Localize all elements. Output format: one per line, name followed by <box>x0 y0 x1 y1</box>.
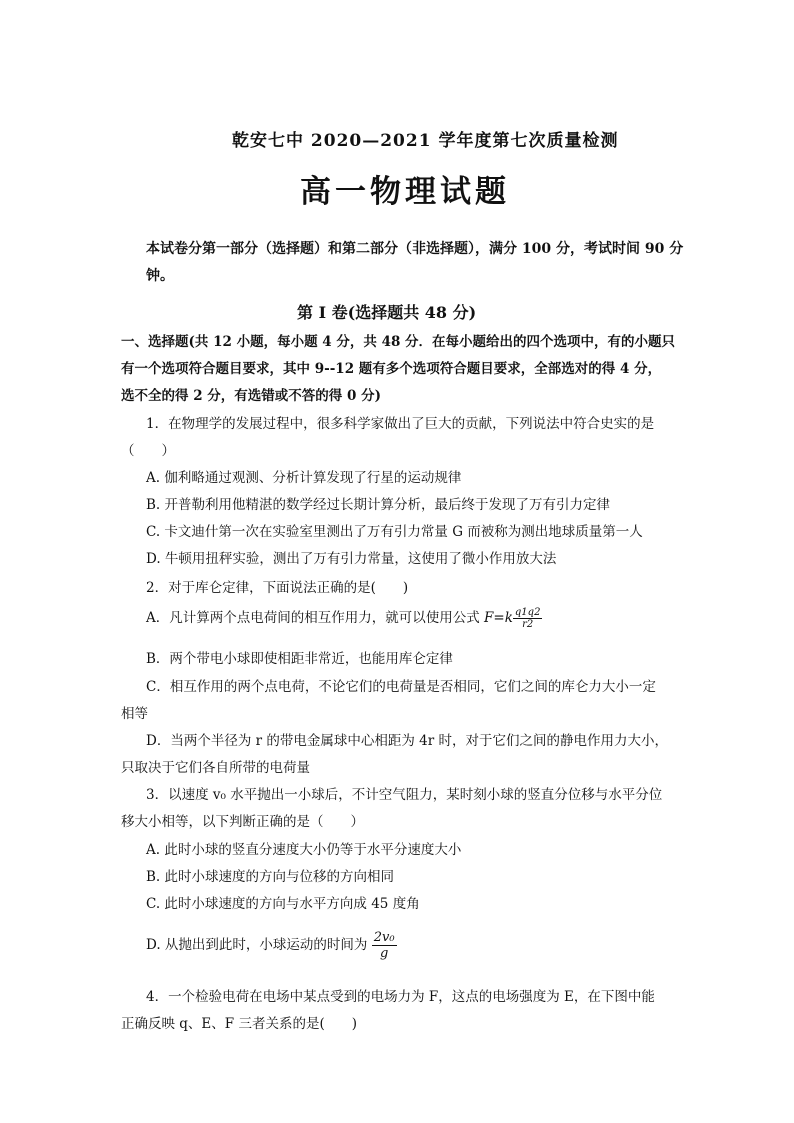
question-1-option-c: C. 卡文迪什第一次在实验室里测出了万有引力常量 G 而被称为测出地球质量第一人 <box>146 524 643 540</box>
time-formula-numerator: 2v₀ <box>373 930 395 945</box>
question-1-stem-cont: （ ） <box>121 443 175 459</box>
question-2-option-c-cont: 相等 <box>121 706 148 722</box>
question-1-option-a: A. 伽利略通过观测、分析计算发现了行星的运动规律 <box>146 470 462 486</box>
section-instructions-line-3: 选不全的得 2 分，有选错或不答的得 0 分) <box>121 388 381 404</box>
question-4-stem: 4．一个检验电荷在电场中某点受到的电场力为 F，这点的电场强度为 E，在下图中能 <box>146 989 655 1005</box>
question-2-stem: 2．对于库仑定律，下面说法正确的是( ) <box>146 580 409 596</box>
exam-intro: 本试卷分第一部分（选择题）和第二部分（非选择题），满分 100 分，考试时间 90 分钟。 <box>146 241 684 284</box>
question-4-stem-cont: 正确反映 q、E、F 三者关系的是( ) <box>121 1016 357 1032</box>
page-title: 高一物理试题 <box>300 174 510 210</box>
school-exam-line: 乾安七中 2020—2021 学年度第七次质量检测 <box>232 131 619 151</box>
question-2-option-a-text: A．凡计算两个点电荷间的相互作用力，就可以使用公式 <box>146 610 480 626</box>
section-instructions-line-2: 有一个选项符合题目要求，其中 9--12 题有多个选项符合题目要求，全部选对的得 4 分， <box>121 361 662 377</box>
question-1-option-d: D. 牛顿用扭秤实验，测出了万有引力常量，这使用了微小作用放大法 <box>146 551 557 567</box>
question-3-stem: 3．以速度 v₀ 水平抛出一小球后，不计空气阻力，某时刻小球的竖直分位移与水平分位 <box>146 787 663 803</box>
question-3-option-a: A. 此时小球的竖直分速度大小仍等于水平分速度大小 <box>146 842 462 858</box>
question-3-option-b: B. 此时小球速度的方向与位移的方向相同 <box>146 869 395 885</box>
coulomb-formula-lhs: F=k <box>484 610 513 626</box>
question-1-option-b: B. 开普勒利用他精湛的数学经过长期计算分析，最后终于发现了万有引力定律 <box>146 497 611 513</box>
question-2-option-b: B．两个带电小球即使相距非常近，也能用库仑定律 <box>146 651 453 667</box>
question-3-option-d-text: D. 从抛出到此时，小球运动的时间为 <box>146 937 368 953</box>
question-3-option-d <box>146 930 397 961</box>
coulomb-formula-denominator: r2 <box>522 619 534 630</box>
question-2-option-d-cont: 只取决于它们各自所带的电荷量 <box>121 760 310 776</box>
question-3-option-c: C. 此时小球速度的方向与水平方向成 45 度角 <box>146 896 420 912</box>
question-2-option-d: D．当两个半径为 r 的带电金属球中心相距为 4r 时，对于它们之间的静电作用力大小， <box>146 733 668 749</box>
volume-heading: 第 I 卷(选择题共 48 分) <box>297 303 477 322</box>
time-formula-fraction <box>372 930 397 961</box>
question-2-option-c: C．相互作用的两个点电荷，不论它们的电荷量是否相同，它们之间的库仑力大小一定 <box>146 679 656 695</box>
question-3-stem-cont: 移大小相等，以下判断正确的是（ ） <box>121 814 364 830</box>
coulomb-formula-numerator: q1q2 <box>514 607 541 618</box>
question-2-option-a <box>146 606 542 630</box>
coulomb-formula-fraction <box>513 607 543 630</box>
section-instructions-line-1: 一、选择题(共 12 小题，每小题 4 分，共 48 分．在每小题给出的四个选项中，有的小题只 <box>121 334 676 350</box>
question-1-stem: 1．在物理学的发展过程中，很多科学家做出了巨大的贡献，下列说法中符合史实的是 <box>146 416 655 432</box>
time-formula-denominator: g <box>379 946 389 961</box>
